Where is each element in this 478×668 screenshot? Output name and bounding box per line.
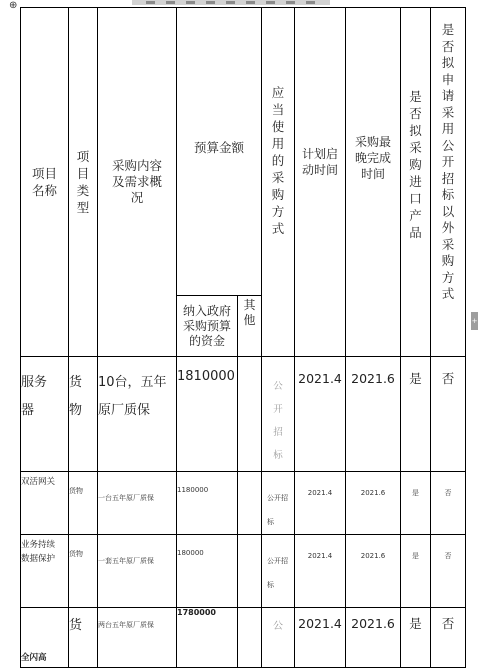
table-row xyxy=(21,472,466,535)
cell-other xyxy=(238,608,262,668)
cell-amount: 1180000 xyxy=(177,472,238,535)
cell-other xyxy=(238,472,262,535)
cell-project-type: 货物 xyxy=(69,472,98,535)
cell-method: 公 xyxy=(262,608,295,668)
cell-project-name: 业务持续数据保护 xyxy=(21,535,69,608)
cell-amount: 180000 xyxy=(177,535,238,608)
header-budget-gov: 纳入政府采购预算的资金 xyxy=(177,296,238,357)
cell-start: 2021.4 xyxy=(295,608,346,668)
cell-other xyxy=(238,357,262,472)
procurement-table xyxy=(20,7,466,668)
cell-end: 2021.6 xyxy=(346,357,401,472)
table-row xyxy=(21,535,466,608)
cell-end: 2021.6 xyxy=(346,535,401,608)
cell-content: 一套五年原厂质保 xyxy=(98,535,177,608)
cell-project-name: 服务器 xyxy=(21,357,69,472)
cell-import: 是 xyxy=(401,535,431,608)
header-finish-time: 采购最晚完成时间 xyxy=(346,8,401,357)
cell-non-bidding: 否 xyxy=(431,535,466,608)
cell-start: 2021.4 xyxy=(295,535,346,608)
cell-project-type: 货物 xyxy=(69,357,98,472)
header-budget: 预算金额 xyxy=(177,8,262,296)
header-start-time: 计划启动时间 xyxy=(295,8,346,357)
table-row xyxy=(21,608,466,668)
header-method: 应当使用的采购方式 xyxy=(262,8,295,357)
header-project-type: 项目类型 xyxy=(69,8,98,357)
cell-end: 2021.6 xyxy=(346,608,401,668)
cell-project-type: 货 xyxy=(69,608,98,668)
header-import: 是否拟采购进口产品 xyxy=(401,8,431,357)
cell-content: 一台五年原厂质保 xyxy=(98,472,177,535)
header-non-bidding: 是否拟申请采用公开招标以外采购方式 xyxy=(431,8,466,357)
cell-start: 2021.4 xyxy=(295,472,346,535)
header-project-name: 项目名称 xyxy=(21,8,69,357)
cell-start: 2021.4 xyxy=(295,357,346,472)
cell-amount: 1780000 xyxy=(177,608,238,668)
cell-import: 是 xyxy=(401,472,431,535)
header-budget-other: 其他 xyxy=(238,296,262,357)
header-content: 采购内容及需求概况 xyxy=(98,8,177,357)
cell-project-type: 货物 xyxy=(69,535,98,608)
cell-non-bidding: 否 xyxy=(431,472,466,535)
cell-end: 2021.6 xyxy=(346,472,401,535)
cell-project-name: 双活网关 xyxy=(21,472,69,535)
row-add-handle-icon[interactable]: + xyxy=(471,312,478,330)
cell-import: 是 xyxy=(401,357,431,472)
cell-non-bidding: 否 xyxy=(431,608,466,668)
cell-content: 两台五年原厂质保 xyxy=(98,608,177,668)
cell-method: 公开招标 xyxy=(262,472,295,535)
document-toolbar-strip xyxy=(132,0,330,5)
table-row xyxy=(21,357,466,472)
cell-content: 10台，五年原厂质保 xyxy=(98,357,177,472)
cell-other xyxy=(238,535,262,608)
cell-import: 是 xyxy=(401,608,431,668)
cell-method: 公开招标 xyxy=(262,535,295,608)
table-move-handle-icon[interactable]: ⊕ xyxy=(9,0,18,11)
cell-method: 公开招标 xyxy=(262,357,295,472)
cell-project-name: 全闪高 xyxy=(21,608,69,668)
cell-amount: 1810000 xyxy=(177,357,238,472)
cell-non-bidding: 否 xyxy=(431,357,466,472)
